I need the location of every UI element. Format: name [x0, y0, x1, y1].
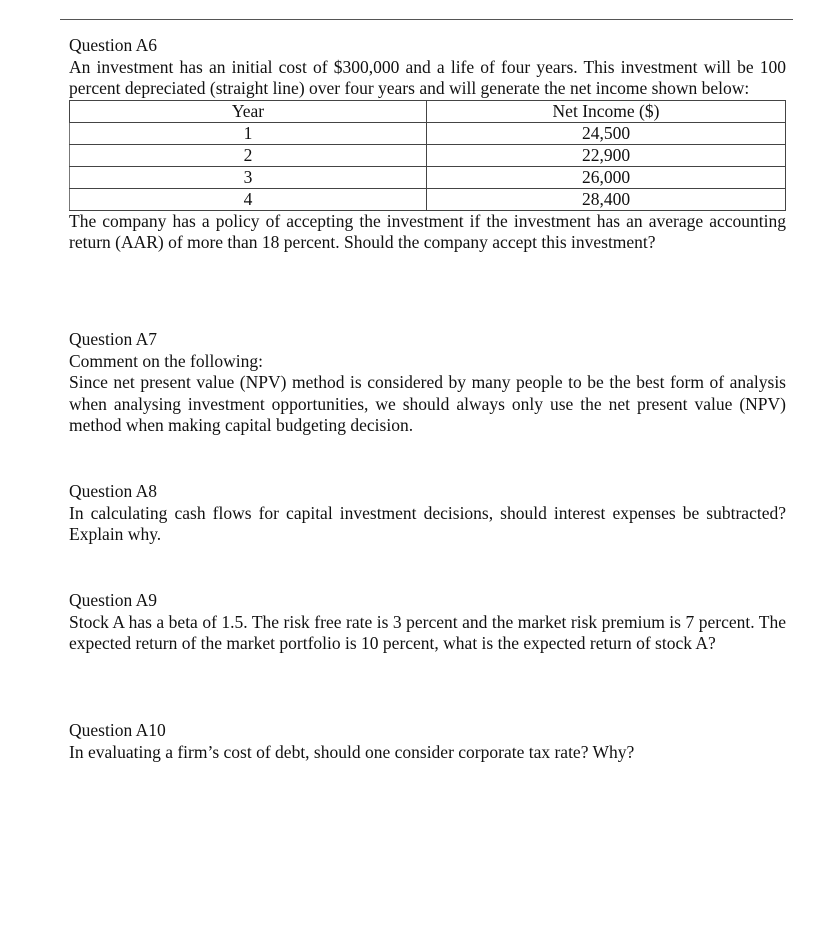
- year-cell: 2: [70, 144, 427, 166]
- question-a8: [69, 481, 786, 546]
- question-a8-body: In calculating cash flows for capital investment decisions, should interest expenses be subtracted? Explain why.: [69, 502, 786, 544]
- question-a7: [69, 329, 786, 437]
- question-a7-subtitle: Comment on the following:: [69, 350, 263, 371]
- question-a6-title: Question A6: [69, 35, 157, 55]
- question-a10: [69, 720, 786, 763]
- question-a6: [69, 35, 786, 254]
- question-a8-title: Question A8: [69, 481, 157, 501]
- column-header-net-income: Net Income ($): [427, 100, 786, 122]
- question-a6-intro: An investment has an initial cost of $300,000 and a life of four years. This investment will be 100 percent depreciated (straight line) over four years and will generate the net income shown below:: [69, 56, 786, 98]
- net-income-cell: 24,500: [427, 122, 786, 144]
- table-row: [70, 144, 786, 166]
- year-cell: 4: [70, 188, 427, 210]
- question-a7-body: Since net present value (NPV) method is considered by many people to be the best form of analysis when analysing investment opportunities, we should always only use the net present value (NPV) method when making capital budgeting decision.: [69, 372, 786, 435]
- header-rule: [60, 19, 793, 20]
- question-a9-body: Stock A has a beta of 1.5. The risk free rate is 3 percent and the market risk premium is 7 percent. The expected return of the market portfolio is 10 percent, what is the expected return of stock A?: [69, 611, 786, 653]
- net-income-cell: 22,900: [427, 144, 786, 166]
- year-cell: 1: [70, 122, 427, 144]
- question-a9: [69, 590, 786, 655]
- question-a10-title: Question A10: [69, 720, 166, 740]
- year-cell: 3: [70, 166, 427, 188]
- table-row: [70, 188, 786, 210]
- column-header-year: Year: [70, 100, 427, 122]
- net-income-cell: 26,000: [427, 166, 786, 188]
- net-income-cell: 28,400: [427, 188, 786, 210]
- table-row: [70, 122, 786, 144]
- question-a9-title: Question A9: [69, 590, 157, 610]
- table-header-row: [70, 100, 786, 122]
- net-income-table: [69, 100, 786, 211]
- question-a7-title: Question A7: [69, 329, 157, 349]
- question-a6-outro: The company has a policy of accepting the investment if the investment has an average accounting return (AAR) of more than 18 percent. Should the company accept this investment?: [69, 210, 786, 252]
- table-row: [70, 166, 786, 188]
- question-a10-body: In evaluating a firm’s cost of debt, should one consider corporate tax rate? Why?: [69, 741, 635, 762]
